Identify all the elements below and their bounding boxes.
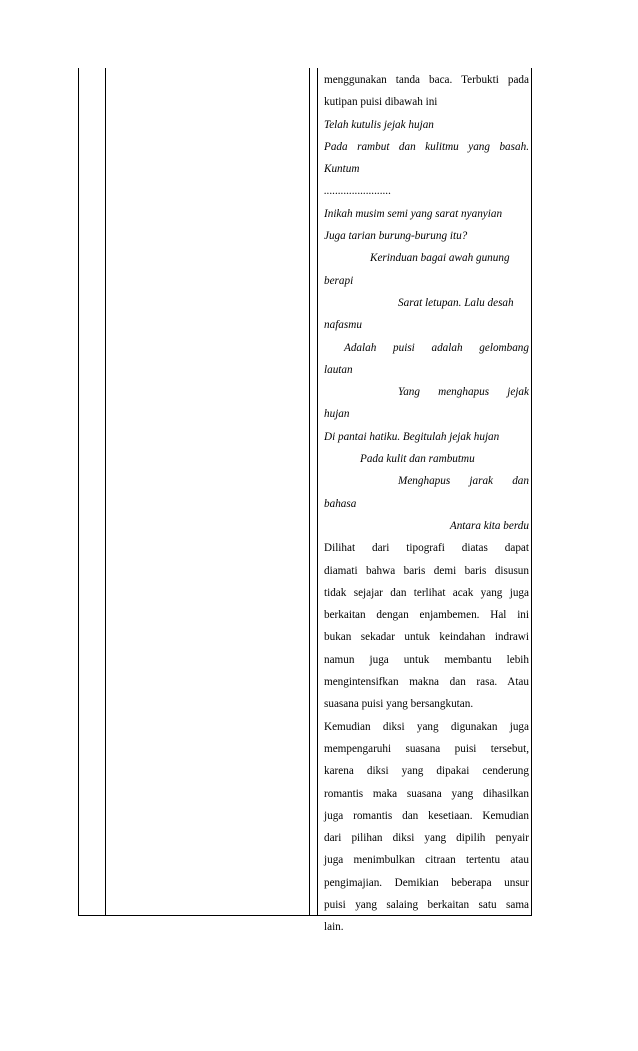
text-line: bukan sekadar untuk keindahan indrawi bbox=[324, 631, 529, 644]
text-line: Kemudian diksi yang digunakan juga bbox=[324, 720, 529, 733]
poem-line: Telah kutulis jejak hujan bbox=[324, 118, 434, 131]
text-line: kutipan puisi dibawah ini bbox=[324, 96, 438, 109]
text-line: menggunakan tanda baca. Terbukti pada bbox=[324, 74, 529, 86]
table-column-divider-3 bbox=[317, 68, 318, 915]
text-line: pengimajian. Demikian beberapa unsur bbox=[324, 876, 529, 889]
text-line: lain. bbox=[324, 921, 344, 934]
poem-line: Pada kulit dan rambutmu bbox=[360, 453, 475, 466]
text-line: diamati bahwa baris demi baris disusun bbox=[324, 564, 529, 577]
text-line: suasana puisi yang bersangkutan. bbox=[324, 698, 474, 711]
poem-line: ........................ bbox=[324, 185, 392, 198]
table-border-right bbox=[531, 68, 532, 915]
poem-line: Sarat letupan. Lalu desah bbox=[398, 296, 514, 309]
poem-line: bahasa bbox=[324, 497, 357, 510]
text-line: berkaitan dengan enjambemen. Hal ini bbox=[324, 609, 529, 622]
text-line: juga romantis dan kesetiaan. Kemudian bbox=[324, 809, 529, 822]
text-line: puisi yang salaing berkaitan satu sama bbox=[324, 898, 529, 911]
text-cell bbox=[324, 69, 529, 939]
text-line: namun juga untuk membantu lebih bbox=[324, 653, 529, 666]
table-column-divider-1 bbox=[105, 68, 106, 915]
poem-line: Juga tarian burung-burung itu? bbox=[324, 230, 468, 243]
poem-line: Di pantai hatiku. Begitulah jejak hujan bbox=[324, 430, 500, 443]
table-column-divider-2 bbox=[309, 68, 310, 915]
text-line: karena diksi yang dipakai cenderung bbox=[324, 765, 529, 778]
text-line: juga menimbulkan citraan tertentu atau bbox=[324, 854, 529, 867]
poem-line: Kerinduan bagai awah gunung bbox=[370, 252, 510, 265]
poem-line: nafasmu bbox=[324, 319, 362, 332]
table-border-left bbox=[78, 68, 79, 915]
poem-line: Inikah musim semi yang sarat nyanyian bbox=[324, 207, 503, 220]
poem-line: berapi bbox=[324, 274, 354, 287]
poem-line: Antara kita berdu bbox=[449, 519, 529, 532]
text-line: tidak sejajar dan terlihat acak yang juga bbox=[324, 586, 529, 599]
poem-line: hujan bbox=[324, 408, 350, 421]
poem-line: Pada rambut dan kulitmu yang basah. bbox=[324, 140, 529, 153]
poem-line: lautan bbox=[324, 363, 353, 376]
poem-line: Adalah puisi adalah gelombang bbox=[344, 341, 529, 354]
text-line: romantis maka suasana yang dihasilkan bbox=[324, 787, 529, 800]
poem-line: Yang menghapus jejak bbox=[398, 386, 529, 399]
text-line: mempengaruhi suasana puisi tersebut, bbox=[324, 742, 529, 755]
text-line: dari pilihan diksi yang dipilih penyair bbox=[324, 832, 529, 845]
text-line: Dilihat dari tipografi diatas dapat bbox=[324, 542, 529, 555]
text-line: mengintensifkan makna dan rasa. Atau bbox=[324, 676, 529, 689]
poem-line: Kuntum bbox=[324, 163, 360, 176]
poem-line: Menghapus jarak dan bbox=[398, 475, 529, 488]
